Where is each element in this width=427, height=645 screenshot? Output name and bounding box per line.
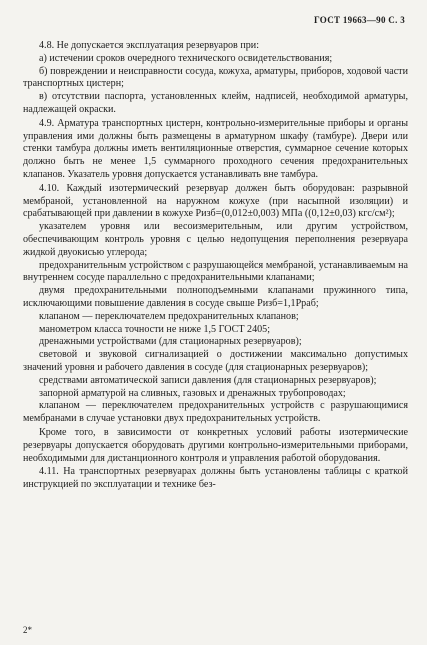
equipment-membrane-device: предохранительным устройством с разрушающейся мембраной, устанавливаемым на внутреннем сосуде параллельно с предохранительными клапанами; <box>23 259 408 284</box>
list-item-b: б) повреждении и неисправности сосуда, кожуха, арматуры, приборов, ходовой части транспортных цистерн; <box>23 65 408 90</box>
equipment-shutoff-valves: запорной арматурой на сливных, газовых и дренажных трубопроводах; <box>39 387 346 399</box>
equipment-signaling: световой и звуковой сигнализацией о достижении максимально допустимых значений уровня и рабочего давления в сосуде (для стационарных резервуаров); <box>23 349 408 373</box>
equipment-drainage: дренажными устройствами (для стационарных резервуаров); <box>39 336 302 348</box>
equipment-membrane-switch: клапаном — переключателем предохранительных устройств с разрушающимися мембранами в случае установки двух предохранительных устройств. <box>23 400 408 425</box>
paragraph-additional-equipment: Кроме того, в зависимости от конкретных условий работы изотермические резервуары допускается оборудовать другими контрольно-измерительными приборами, необходимыми для дистанционного контроля и управления работой оборудования. <box>23 426 408 464</box>
document-body <box>23 40 408 492</box>
equipment-switch-valve: клапаном — переключателем предохранительных клапанов; <box>39 310 299 322</box>
equipment-manometer: манометром класса точности не ниже 1,5 ГОСТ 2405; <box>39 323 271 335</box>
paragraph-4-9: 4.9. Арматура транспортных цистерн, контрольно-измерительные приборы и органы управления ими должны быть размещены в арматурном шкафу (тамбуре). Двери или стенки тамбура должны иметь вентиляционные отверстия, суммарное сечение которых должно быть не менее 1,5 суммарного проходного сечения предохранительных клапанов. Указатель уровня допускается устанавливать вне тамбура. <box>23 117 408 180</box>
paragraph-4-8: 4.8. Не допускается эксплуатация резервуаров при: <box>39 40 259 51</box>
page-footer: 2* <box>23 625 32 635</box>
equipment-level-indicator: указателем уровня или весоизмерительным, или другим устройством, обеспечивающим контроль уровня с целью недопущения переполнения резервуара жидкой двуокисью углерода; <box>23 221 408 258</box>
list-item-v: в) отсутствии паспорта, установленных клейм, надписей, необходимой арматуры, надлежащей окраски. <box>23 91 408 115</box>
equipment-safety-valves: двумя предохранительными полноподъемными клапанами пружинного типа, исключающими повышение давления в сосуде свыше Pизб=1,1Pраб; <box>23 285 408 309</box>
page-header: ГОСТ 19663—90 С. 3 <box>313 15 405 25</box>
paragraph-4-11: 4.11. На транспортных резервуарах должны быть установлены таблицы с краткой инструкцией по эксплуатации и технике без- <box>23 466 408 491</box>
list-item-a: а) истечении сроков очередного технического освидетельствования; <box>39 52 333 64</box>
equipment-pressure-recorder: средствами автоматической записи давления (для стационарных резервуаров); <box>39 374 377 386</box>
paragraph-4-10: 4.10. Каждый изотермический резервуар должен быть оборудован: разрывной мембраной, установленной на наружном кожухе (при насыпной изоляции) и срабатывающей при давлении в кожухе Pизб=(0,012±0,003) МПа ((0,12±0,03) кгс/см²); <box>23 182 408 220</box>
